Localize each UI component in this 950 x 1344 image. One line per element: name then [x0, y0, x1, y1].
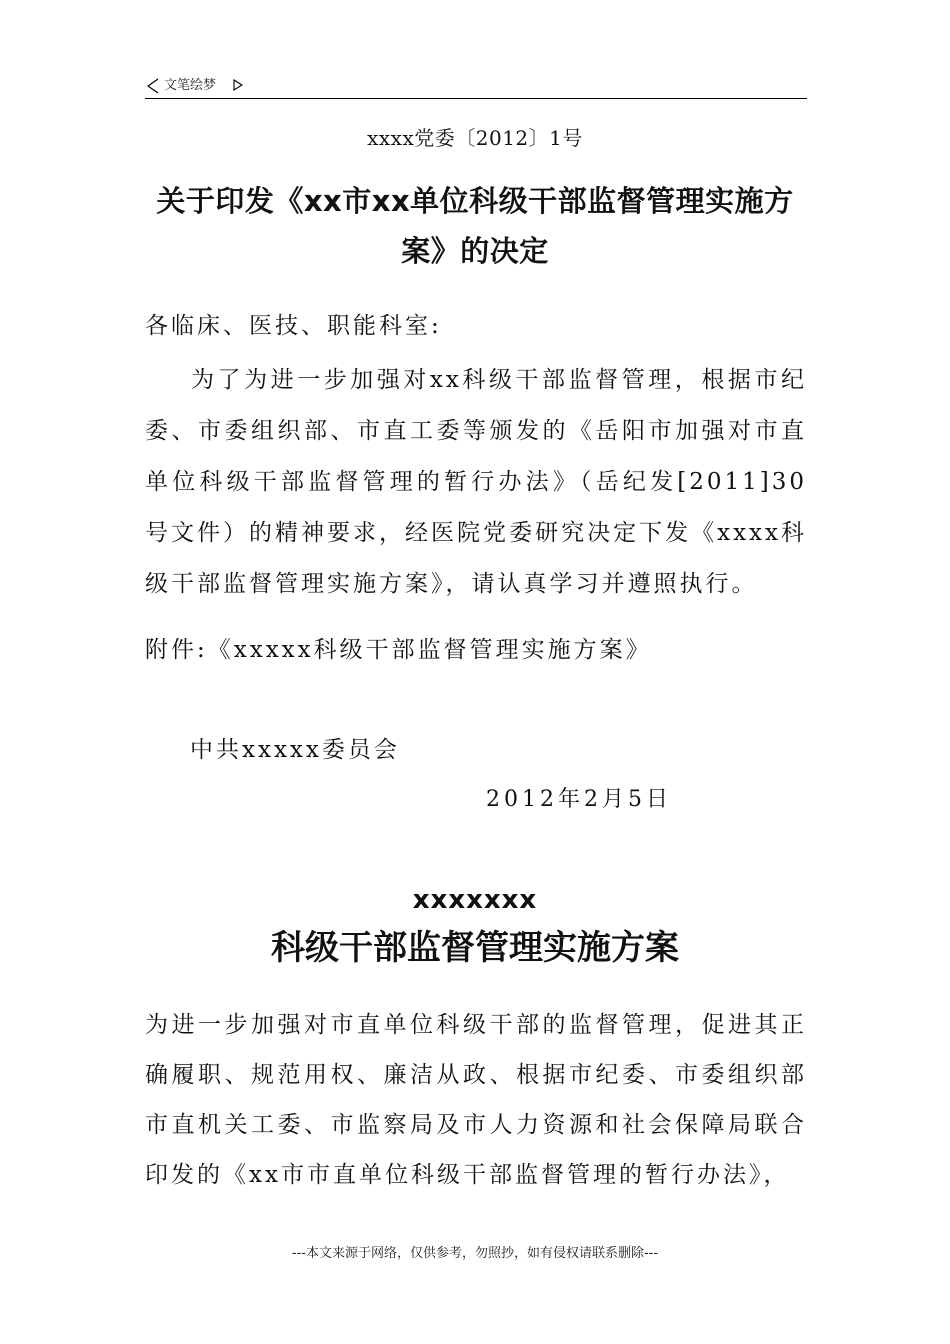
document-number: xxxx党委〔2012〕1号 — [367, 126, 583, 150]
triangle-right-icon — [233, 79, 243, 91]
section-heading: xxxxxxx — [412, 885, 538, 915]
signer: 中共xxxxx委员会 — [190, 737, 400, 763]
document-date: 2012年2月5日 — [486, 787, 672, 812]
document-title: 关于印发《xx市xx单位科级干部监督管理实施方案》的决定 — [156, 184, 794, 268]
header-divider — [145, 98, 807, 99]
triangle-left-icon — [147, 78, 159, 94]
body-paragraph: 为了为进一步加强对xx科级干部监督管理，根据市纪委、市委组织部、市直工委等颁发的《岳阳市加强对市直单位科级干部监督管理的暂行办法》（岳纪发[2011]30号文件）的精神要求，经医院党委研究决定下发《xxxx科级干部监督管理实施方案》，请认真学习并遵照执行。 — [145, 367, 807, 597]
footer-notice: ---本文来源于网络，仅供参考，勿照抄，如有侵权请联系删除--- — [291, 1246, 659, 1261]
addressee: 各临床、医技、职能科室: — [145, 313, 442, 339]
header-brand: 文笔绘梦 — [164, 78, 217, 93]
page-header — [147, 74, 807, 98]
attachment-line: 附件:《xxxxx科级干部监督管理实施方案》 — [145, 637, 652, 663]
section-title: 科级干部监督管理实施方案 — [271, 928, 679, 968]
section-paragraph: 为进一步加强对市直单位科级干部的监督管理，促进其正确履职、规范用权、廉洁从政、根据市纪委、市委组织部市直机关工委、市监察局及市人力资源和社会保障局联合印发的《xx市市直单位科级干部监督管理的暂行办法》， — [145, 1012, 807, 1188]
